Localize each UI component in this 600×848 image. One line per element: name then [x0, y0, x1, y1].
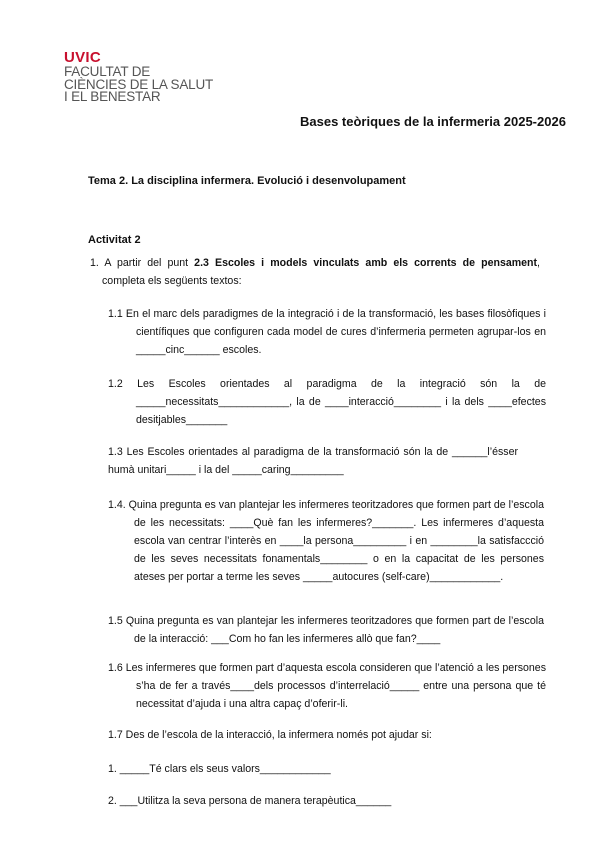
activity-title: Activitat 2: [88, 234, 141, 246]
item-1-7: 1.7 Des de l’escola de la interacció, la infermera només pot ajudar si:: [108, 729, 432, 741]
course-title: Bases teòriques de la infermeria 2025-2026: [300, 114, 566, 129]
logo-brand: UVIC: [64, 49, 102, 66]
item-1-6: 1.6 Les infermeres que formen part d’aquesta escola consideren que l’atenció a les persones s’ha de fer a través____dels processos d’interrelació_____ entre una persona que té necessitat d’ajuda i una altra capaç d’oferir-li.: [108, 662, 546, 710]
logo-line-2: CIÈNCIES DE LA SALUT: [64, 76, 214, 92]
item-1-1: 1.1 En el marc dels paradigmes de la integració i de la transformació, les bases filosòfiques i científiques que configuren cada model de cures d’infermeria permeten agrupar-los en _____cinc______ escoles.: [108, 308, 546, 356]
logo-line-1: FACULTAT DE: [64, 64, 151, 79]
uvic-logo: [64, 50, 264, 104]
list-item-1: 1. _____Té clars els seus valors____________: [108, 763, 331, 775]
list-item-2: 2. ___Utilitza la seva persona de manera terapèutica______: [108, 795, 392, 807]
question-1: 1. A partir del punt 2.3 Escoles i models vinculats amb els corrents de pensament, completa els següents textos:: [90, 257, 540, 287]
item-1-3: 1.3 Les Escoles orientades al paradigma de la transformació són la de ______l’ésser humà unitari_____ i la del _____caring_________: [108, 446, 518, 476]
logo-line-3: I EL BENESTAR: [64, 89, 161, 104]
topic-title: Tema 2. La disciplina infermera. Evolució i desenvolupament: [88, 175, 406, 187]
item-1-4: 1.4. Quina pregunta es van plantejar les infermeres teoritzadores que formen part de l’escola de les necessitats: ____Què fan les infermeres?_______. Les infermeres d’aquesta escola van centrar l’interès en ____la persona_________ i en ________la satisfaccció de les seves necessitats fonamentals________ o en la capacitat de les persones ateses per portar a terme les seves _____autocures (self-care)____________.: [108, 499, 544, 583]
item-1-5: 1.5 Quina pregunta es van plantejar les infermeres teoritzadores que formen part de l’escola de la interacció: ___Com ho fan les infermeres allò que fan?____: [108, 615, 544, 645]
item-1-2: 1.2 Les Escoles orientades al paradigma de la integració són la de _____necessitats____________, la de ____interacció________ i la dels ____efectes desitjables_______: [108, 378, 546, 426]
